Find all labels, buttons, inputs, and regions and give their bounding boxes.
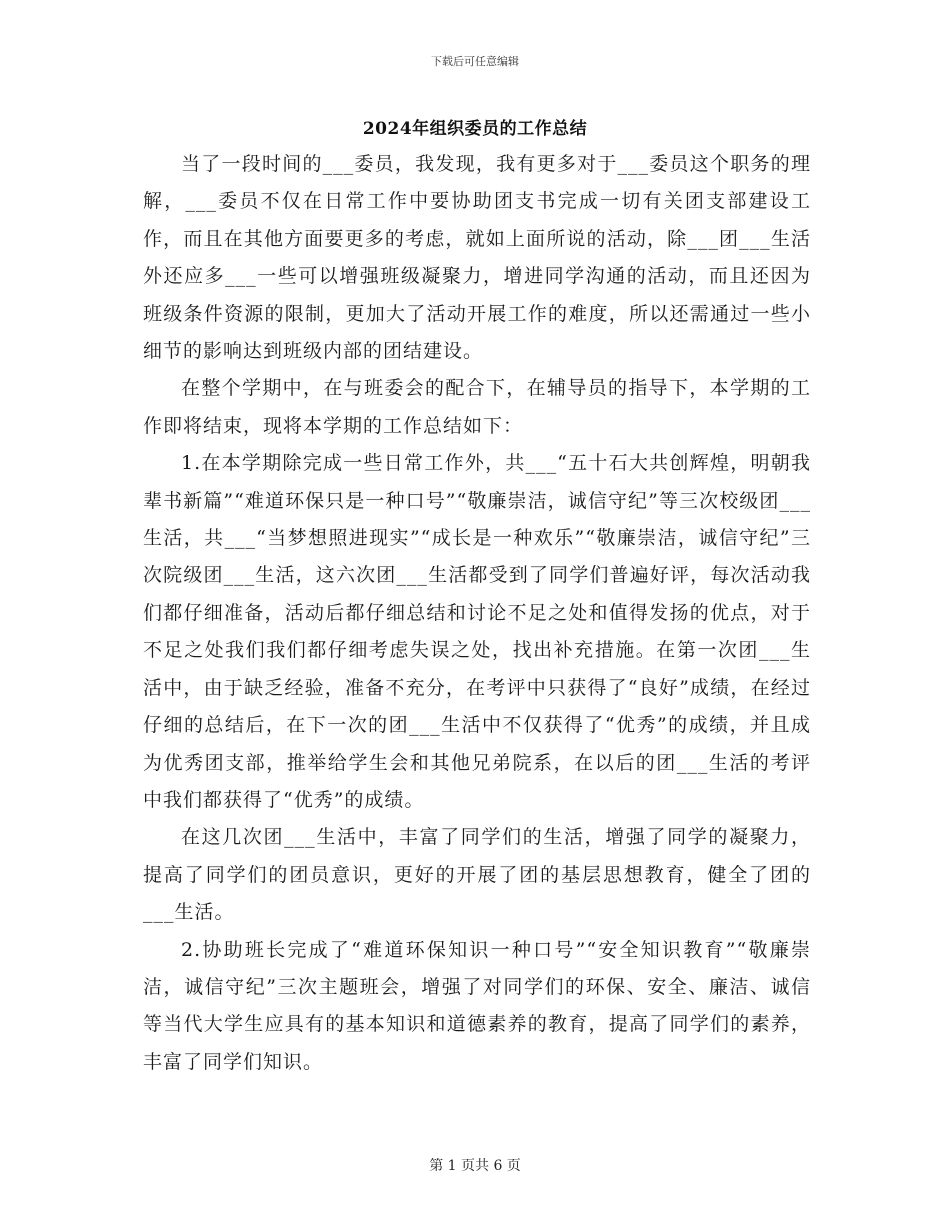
document-body <box>143 146 811 1081</box>
document-title: 2024年组织委员的工作总结 <box>362 119 588 139</box>
page-header-note: 下载后可任意编辑 <box>431 55 519 68</box>
paragraph: 在这几次团___生活中，丰富了同学们的生活，增强了同学的凝聚力，提高了同学们的团员意识，更好的开展了团的基层思想教育，健全了团的___生活。 <box>143 826 811 924</box>
paragraph: 2.协助班长完成了“难道环保知识一种口号”“安全知识教育”“敬廉崇洁，诚信守纪”三次主题班会，增强了对同学们的环保、安全、廉洁、诚信等当代大学生应具有的基本知识和道德素养的教育，提高了同学们的素养，丰富了同学们知识。 <box>143 938 811 1073</box>
paragraph: 1.在本学期除完成一些日常工作外，共___“五十石大共创辉煌，明朝我辈书新篇”“难道环保只是一种口号”“敬廉崇洁，诚信守纪”等三次校级团___生活，共___“当梦想照进现实”“成长是一种欢乐”“敬廉崇洁，诚信守纪”三次院级团___生活，这六次团___生活都受到了同学们普遍好评，每次活动我们都仔细准备，活动后都仔细总结和讨论不足之处和值得发扬的优点，对于不足之处我们我们都仔细考虑失误之处，找出补充措施。在第一次团___生活中，由于缺乏经验，准备不充分，在考评中只获得了“良好”成绩，在经过仔细的总结后，在下一次的团___生活中不仅获得了“优秀”的成绩，并且成为优秀团支部，推举给学生会和其他兄弟院系，在以后的团___生活的考评中我们都获得了“优秀”的成绩。 <box>143 452 811 811</box>
paragraph: 在整个学期中，在与班委会的配合下，在辅导员的指导下，本学期的工作即将结束，现将本学期的工作总结如下： <box>143 377 811 437</box>
paragraph: 当了一段时间的___委员，我发现，我有更多对于___委员这个职务的理解，___委员不仅在日常工作中要协助团支书完成一切有关团支部建设工作，而且在其他方面要更多的考虑，就如上面所说的活动，除___团___生活外还应多___一些可以增强班级凝聚力，增进同学沟通的活动，而且还因为班级条件资源的限制，更加大了活动开展工作的难度，所以还需通过一些小细节的影响达到班级内部的团结建设。 <box>143 153 811 363</box>
page-number: 第 1 页共 6 页 <box>429 1158 521 1174</box>
